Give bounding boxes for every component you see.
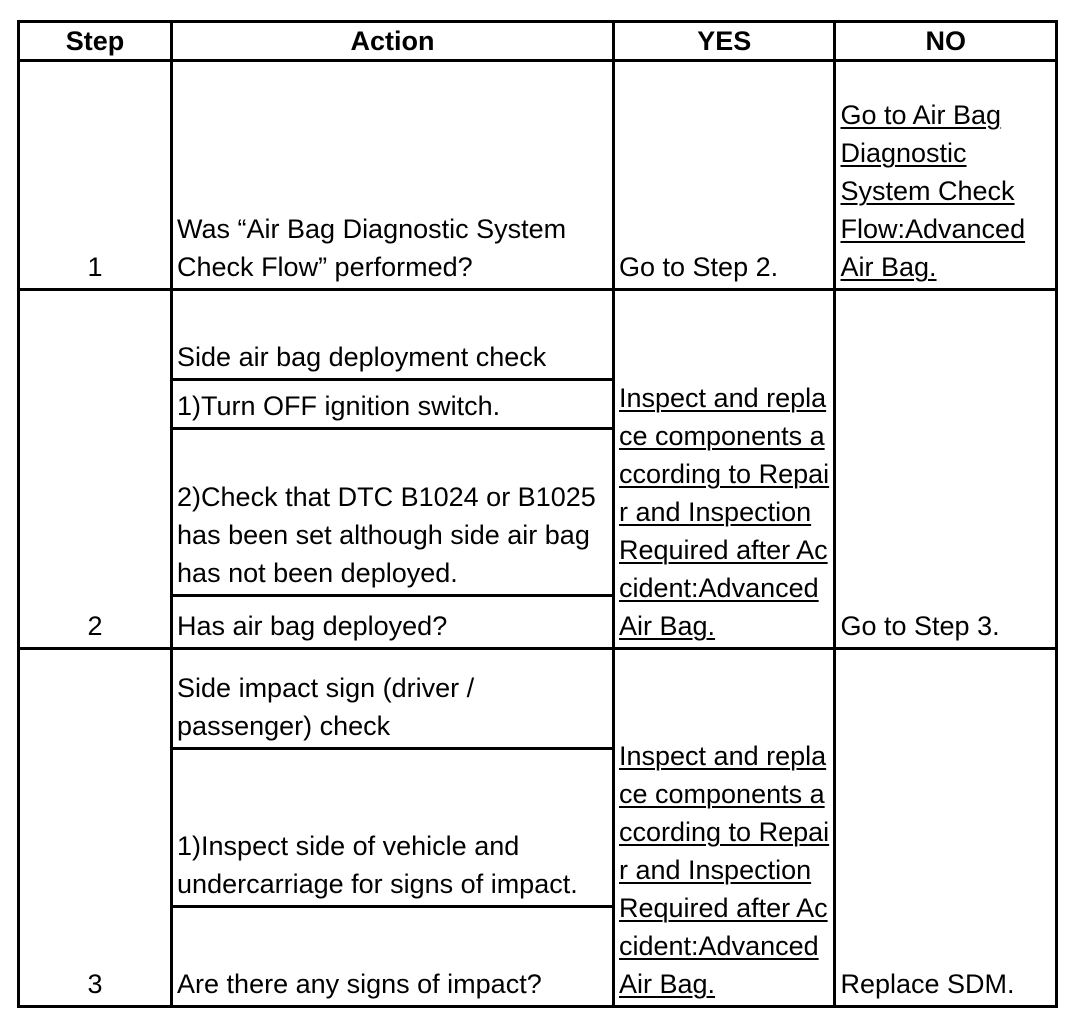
action-line: Side impact sign (driver / passenger) check: [177, 673, 475, 741]
table-row: [19, 649, 1057, 1007]
no-cell: Replace SDM.: [835, 649, 1057, 1007]
diagnostic-table: [17, 20, 1058, 1008]
action-line: 1)Inspect side of vehicle and undercarriage for signs of impact.: [177, 831, 578, 899]
header-no: NO: [835, 22, 1057, 61]
no-cell: [835, 61, 1057, 290]
no-cell: Go to Step 3.: [835, 290, 1057, 649]
yes-cell: Go to Step 2.: [614, 61, 835, 290]
header-step: Step: [19, 22, 172, 61]
action-line: Has air bag deployed?: [177, 611, 448, 641]
action-cell: [172, 649, 614, 1007]
action-line: 1)Turn OFF ignition switch.: [177, 391, 501, 421]
no-link[interactable]: Go to Air Bag Diagnostic System Check Flow:Advanced Air Bag.: [840, 100, 1026, 282]
action-line: 2)Check that DTC B1024 or B1025 has been set although side air bag has not been deployed.: [177, 482, 596, 588]
yes-link[interactable]: Inspect and replace components according to Repair and Inspection Required after Accident:Advanced Air Bag.: [619, 741, 830, 999]
yes-cell: [614, 649, 835, 1007]
action-line: Are there any signs of impact?: [177, 969, 542, 999]
action-cell: Was “Air Bag Diagnostic System Check Flow” performed?: [172, 61, 614, 290]
yes-link[interactable]: Inspect and replace components according to Repair and Inspection Required after Accident:Advanced Air Bag.: [619, 383, 830, 641]
action-cell: [172, 290, 614, 649]
yes-cell: [614, 290, 835, 649]
header-row: [19, 22, 1057, 61]
step-number: 1: [19, 61, 172, 290]
header-yes: YES: [614, 22, 835, 61]
step-number: 3: [19, 649, 172, 1007]
table-row: [19, 61, 1057, 290]
step-number: 2: [19, 290, 172, 649]
header-action: Action: [172, 22, 614, 61]
action-line: Side air bag deployment check: [177, 342, 547, 372]
table-row: [19, 290, 1057, 649]
